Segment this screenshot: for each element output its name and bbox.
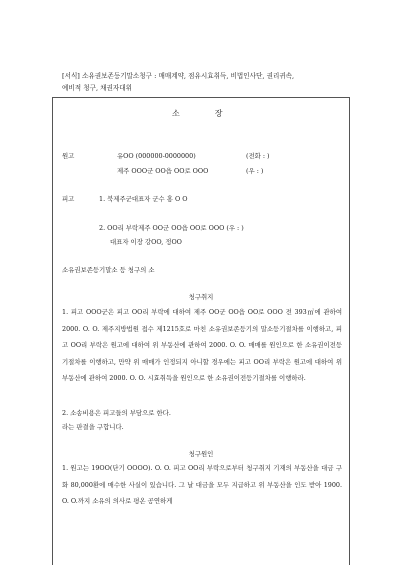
claim-cause-item-1: 1. 원고는 19OO(단기 OOOO). O. O. 피고 OO리 부락으로부터 청구취지 기재의 부동산을 대금 구화 80,000환에 매수한 사실이 있습니다. 그 날 대금을 모두 지급하고 위 부동산을 인도 받아 1900. O. O.까지 소유의 의사로 평온 공연하게 bbox=[62, 464, 342, 506]
plaintiff-name: 유OO (000000-0000000) bbox=[117, 152, 196, 160]
claim-purpose-item-1: 1. 피고 OOO군은 피고 OO리 부락에 대하여 제주 OO군 OO읍 OO로 OOO 전 393㎡에 관하여 2000. O. O. 제주지방법원 접수 제1215호로 마친 소유권보존등기의 말소등기절차를 이행하고, 피고 OO리 부락은 원고에 대하여 위 부동산에 관하여 2000. O. O. 매매를 원인으로 한 소유권이전등기절차를 이행하고, 만약 위 매매가 인정되지 아니할 경우에는 피고 OO리 부락은 원고에 대하여 위 부동산에 관하여 2000. O. O. 시효취득을 원인으로 한 소유권이전등기절차를 이행하라. bbox=[62, 308, 342, 383]
document-title bbox=[172, 108, 223, 119]
plaintiff-address: 제주 OOO군 OO읍 OO로 OOO bbox=[117, 167, 209, 175]
claim-purpose-heading: 청구취지 bbox=[188, 293, 214, 301]
title-char-left: 소 bbox=[172, 109, 181, 118]
claim-cause-heading: 청구원인 bbox=[188, 450, 214, 458]
case-name: 소유권보존등기말소 등 청구의 소 bbox=[62, 266, 155, 274]
title-char-right: 장 bbox=[214, 109, 224, 118]
form-header-line1: [서식] 소유권보존등기말소청구 : 매매계약, 점유시효취득, 비법인사단, 권리귀속, bbox=[62, 72, 295, 80]
plaintiff-label: 원고 bbox=[62, 152, 75, 160]
defendant-item-2: 2. OO리 부락제주 OO군 OO읍 OO로 OOO (우 : ) bbox=[99, 224, 244, 232]
plaintiff-phone: (전화 : ) bbox=[246, 152, 270, 160]
claim-purpose-conclusion: 라는 판결을 구합니다. bbox=[62, 423, 124, 431]
defendant-label: 피고 bbox=[62, 195, 75, 203]
defendant-representative: 대표자 이장 강OO, 정OO bbox=[110, 238, 182, 246]
form-header-line2: 예비적 청구, 채권자대위 bbox=[62, 84, 132, 92]
defendant-item-1: 1. 북제주군대표자 군수 홍 O O bbox=[99, 195, 188, 203]
form-header bbox=[62, 70, 362, 94]
claim-purpose-item-2: 2. 소송비용은 피고들의 부담으로 한다. bbox=[62, 409, 171, 417]
plaintiff-postal: (우 : ) bbox=[246, 167, 264, 175]
